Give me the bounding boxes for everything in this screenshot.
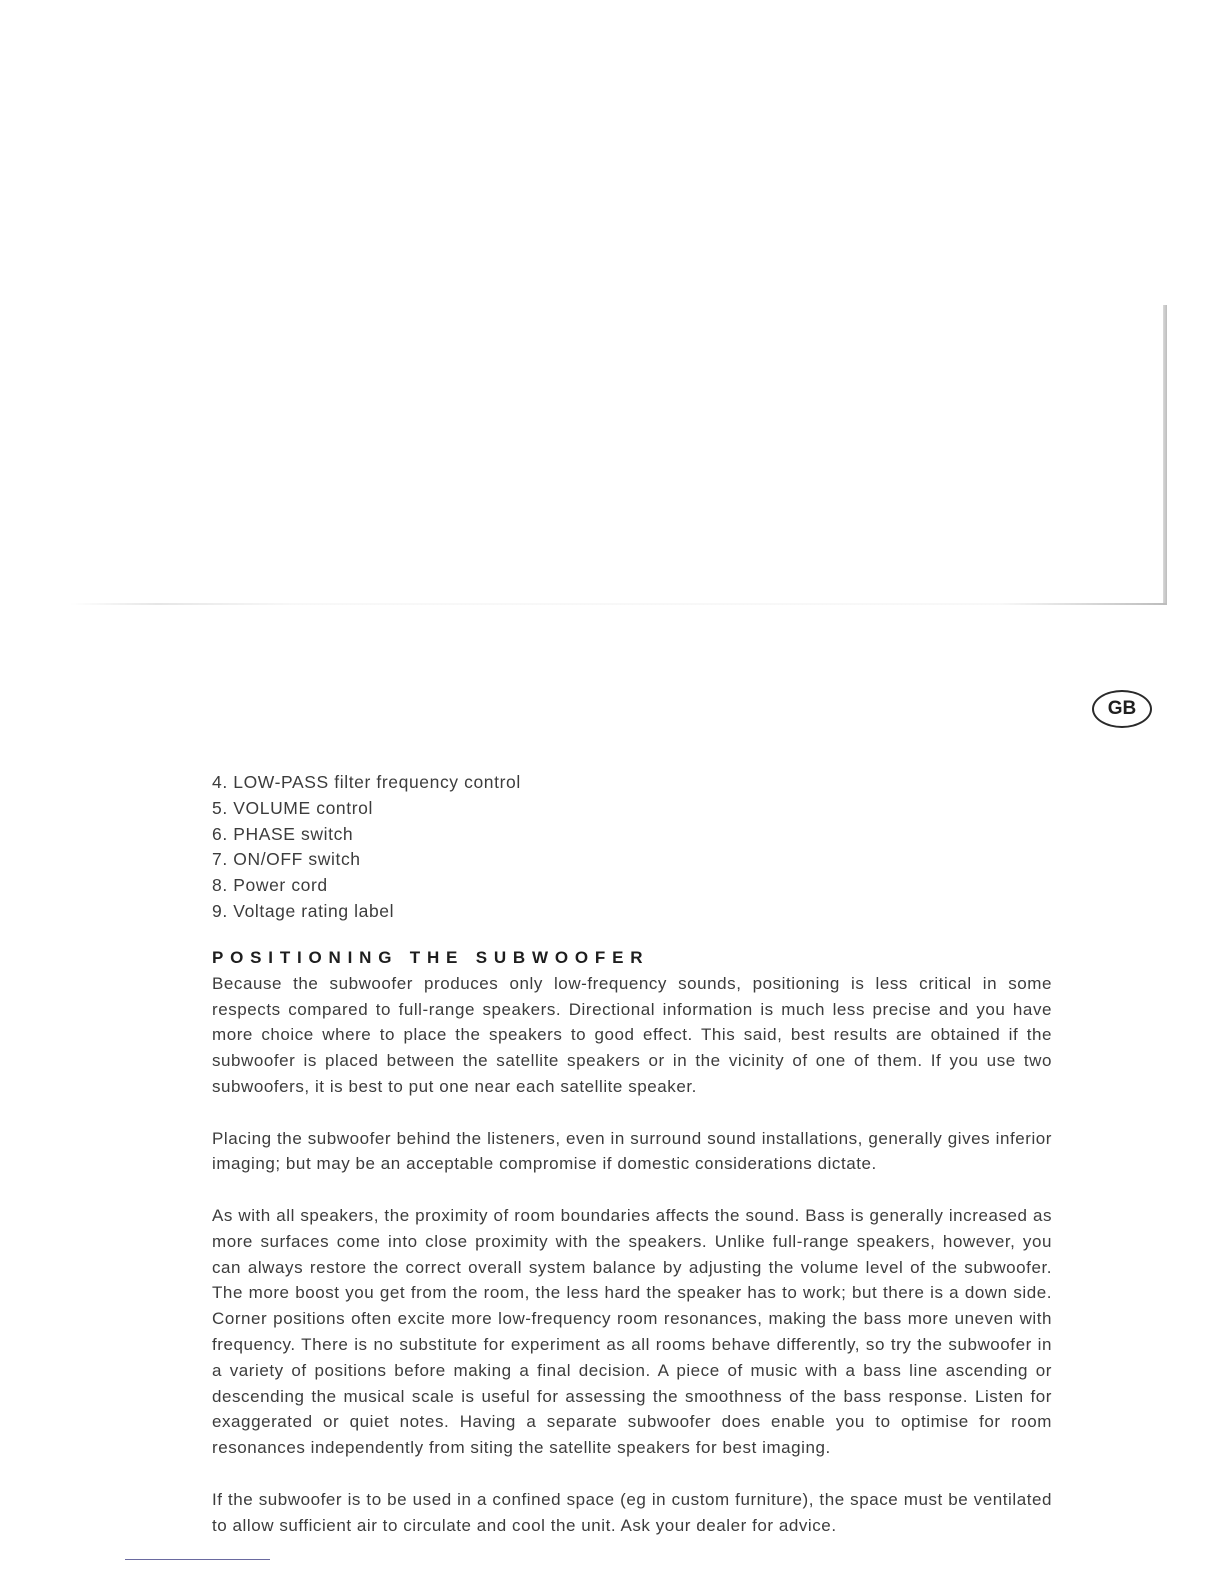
scan-edge-vertical (1163, 305, 1167, 605)
list-item: 4. LOW-PASS filter frequency control (212, 772, 521, 792)
list-item: 7. ON/OFF switch (212, 849, 361, 870)
list-item: 8. Power cord (212, 875, 328, 896)
list-item: 9. Voltage rating label (212, 900, 395, 921)
section-heading: POSITIONING THE SUBWOOFER (212, 947, 650, 967)
footnote-rule (125, 1559, 270, 1560)
scan-edge-horizontal (70, 603, 1167, 605)
component-list (212, 770, 1052, 925)
list-item: 5. VOLUME control (212, 797, 373, 818)
paragraph: Placing the subwoofer behind the listeners, even in surround sound installations, generally gives inferior imaging; but may be an acceptable compromise if domestic considerations dictate. (212, 1128, 1052, 1174)
paragraph: If the subwoofer is to be used in a confined space (eg in custom furniture), the space must be ventilated to allow sufficient air to circulate and cool the unit. Ask your dealer for advice. (212, 1489, 1052, 1535)
language-badge-label: GB (1107, 698, 1137, 719)
section-body (212, 971, 1052, 1539)
document-body (212, 770, 1052, 1538)
paragraph: As with all speakers, the proximity of room boundaries affects the sound. Bass is generally increased as more surfaces come into close proximity with the speakers. Unlike full-range speakers, however, you can always restore the correct overall system balance by adjusting the volume level of the subwoofer. The more boost you get from the room, the less hard the speaker has to work; but there is a down side. Corner positions often excite more low-frequency room resonances, making the bass more uneven with frequency. There is no substitute for experiment as all rooms behave differently, so try the subwoofer in a variety of positions before making a final decision. A piece of music with a bass line ascending or descending the musical scale is useful for assessing the smoothness of the bass response. Listen for exaggerated or quiet notes. Having a separate subwoofer does enable you to optimise for room resonances independently from siting the satellite speakers for best imaging. (212, 1205, 1052, 1458)
paragraph: Because the subwoofer produces only low-frequency sounds, positioning is less critical in some respects compared to full-range speakers. Directional information is much less precise and you have more choice where to place the speakers to good effect. This said, best results are obtained if the subwoofer is placed between the satellite speakers or in the vicinity of one of them. If you use two subwoofers, it is best to put one near each satellite speaker. (212, 973, 1052, 1096)
language-badge (1092, 690, 1152, 728)
list-item: 6. PHASE switch (212, 823, 354, 844)
